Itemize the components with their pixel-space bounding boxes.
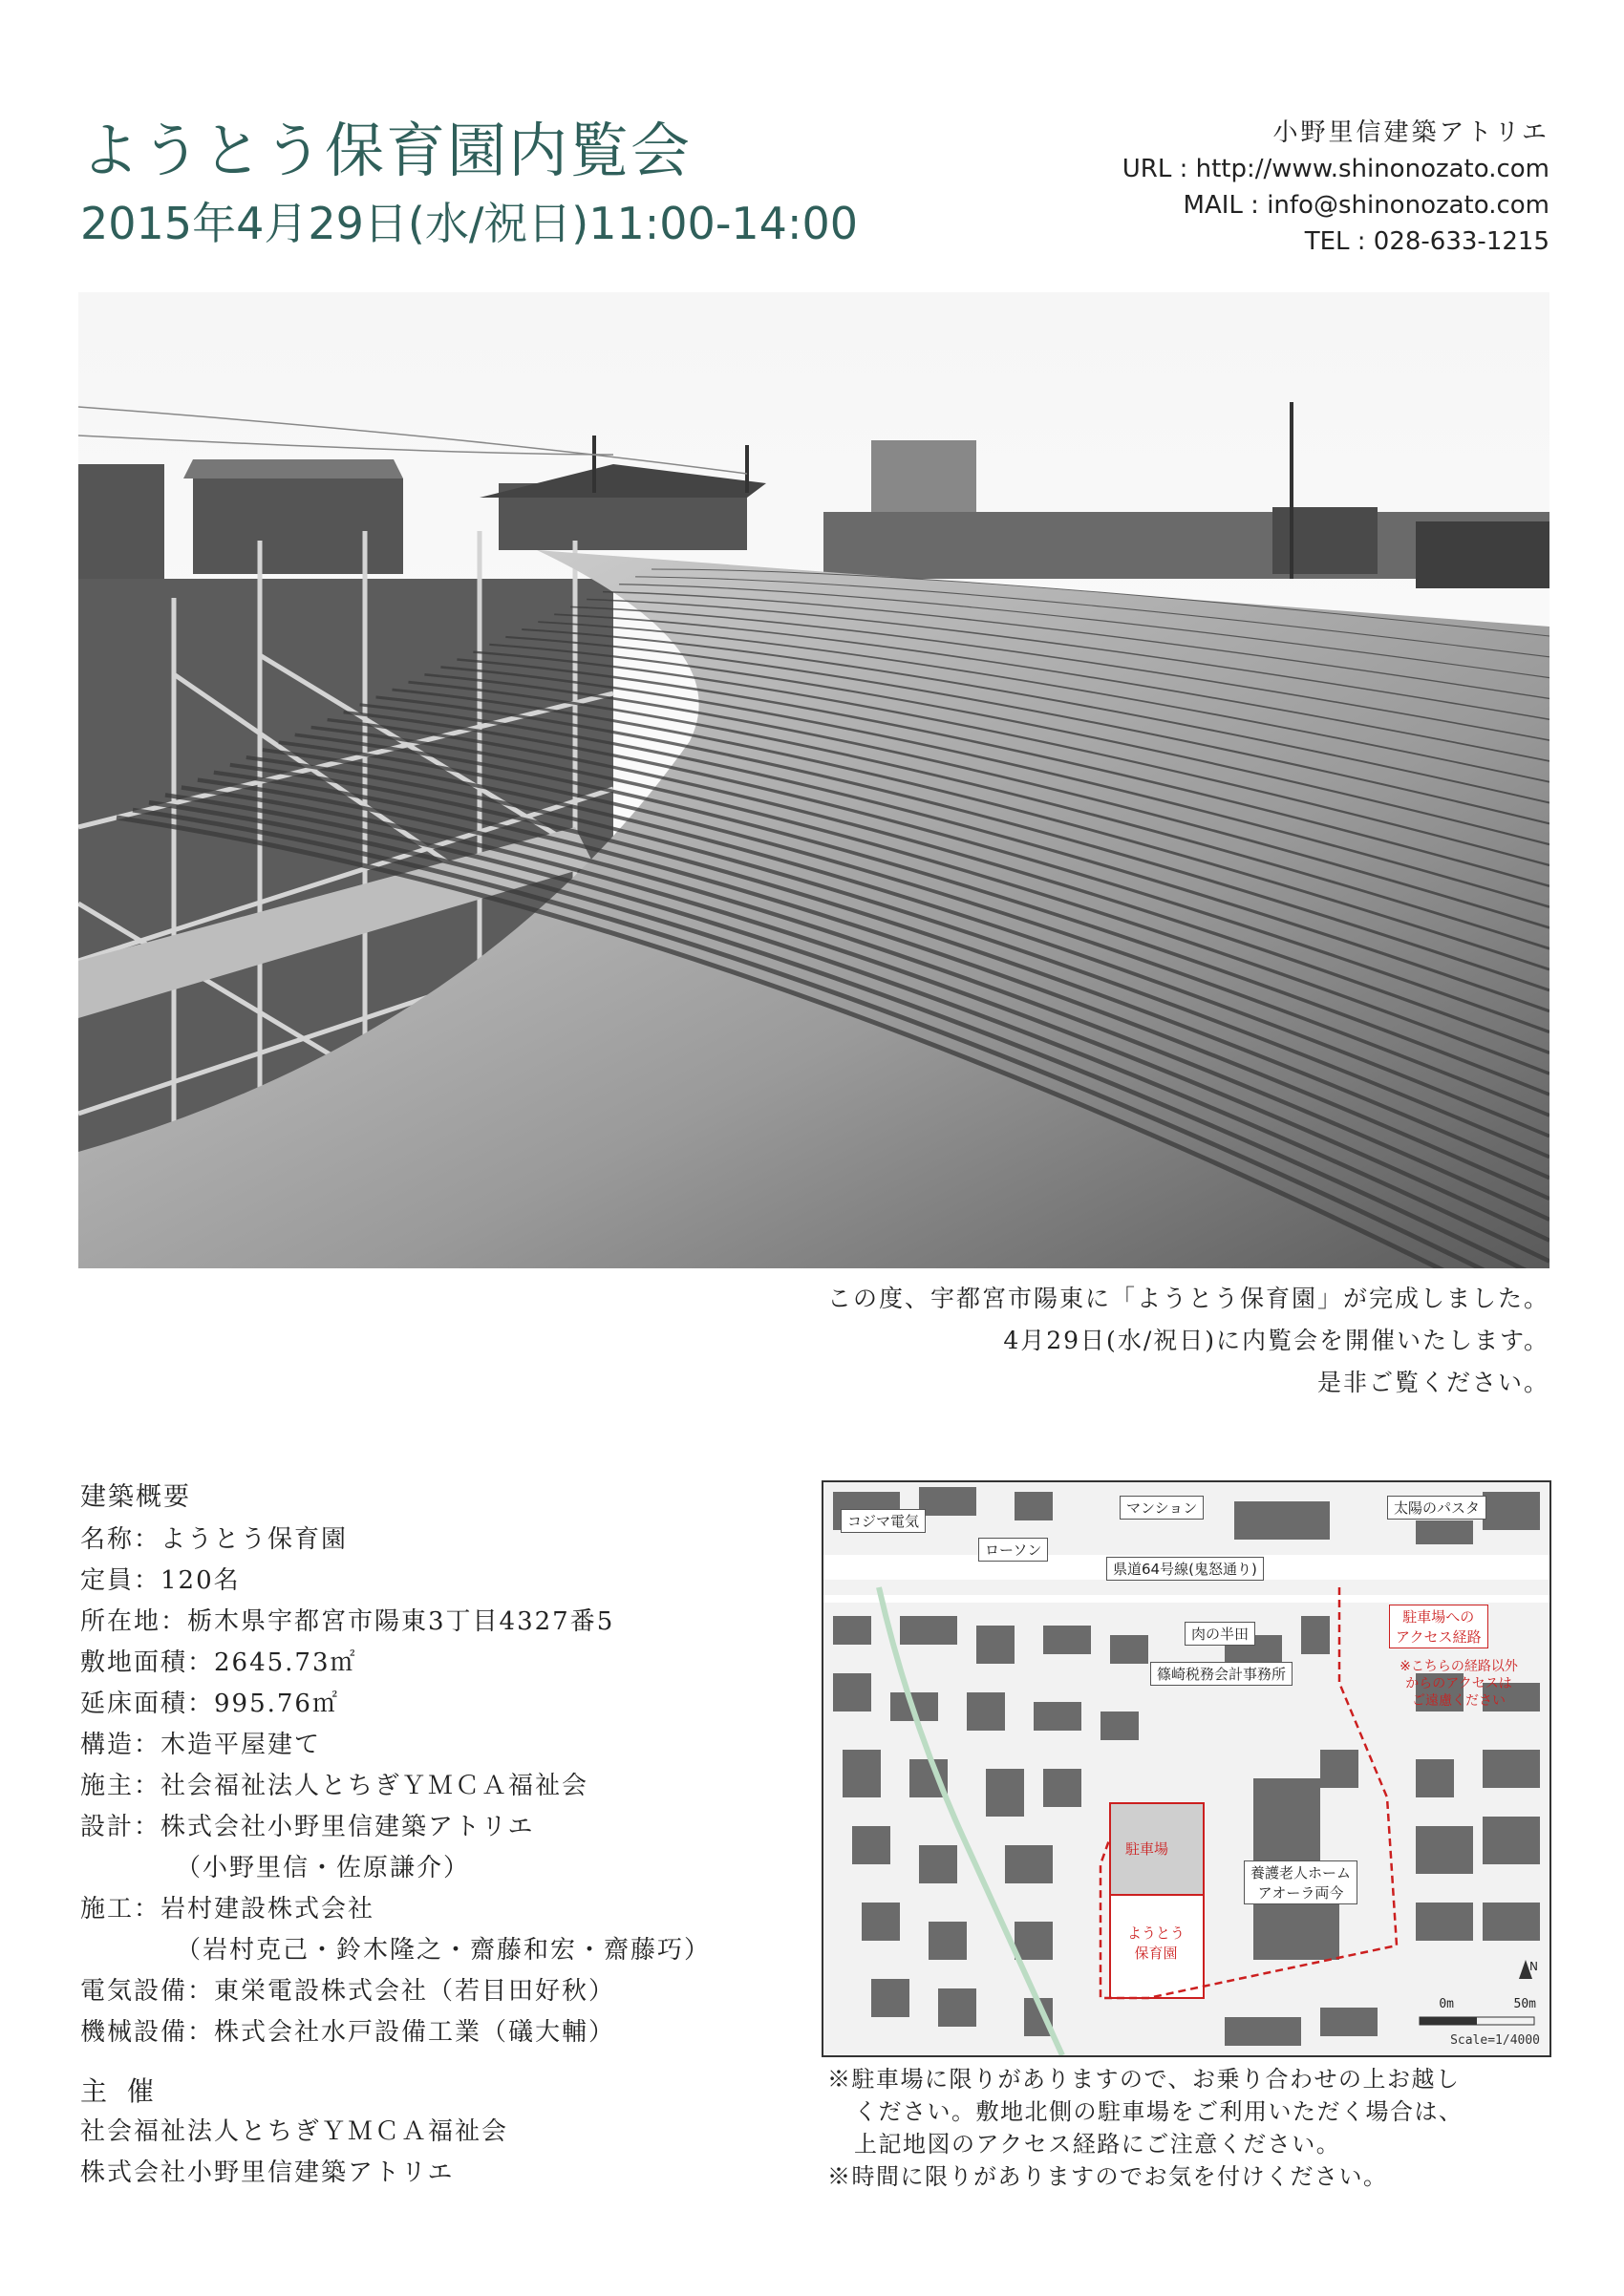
roof-photo bbox=[78, 292, 1549, 1268]
note-line: ください。敷地北側の駐車場をご利用いただく場合は、 bbox=[854, 2098, 1464, 2125]
host-line: 株式会社小野里信建築アトリエ bbox=[80, 2158, 455, 2187]
scale-zero: 0m bbox=[1439, 1997, 1454, 2011]
note-line: ※時間に限りがありますのでお気を付けください。 bbox=[827, 2163, 1388, 2190]
scale-fifty: 50m bbox=[1513, 1997, 1536, 2011]
summary-name: 名称：ようとう保育園 bbox=[80, 1525, 349, 1554]
map-scale: Scale=1/4000 bbox=[1450, 2033, 1540, 2048]
summary-capacity: 定員：120名 bbox=[80, 1566, 241, 1595]
map-label-niku: 肉の半田 bbox=[1185, 1622, 1255, 1646]
note-line: 上記地図のアクセス経路にご注意ください。 bbox=[854, 2131, 1341, 2158]
event-title: ようとう保育園内覧会 bbox=[80, 116, 693, 185]
office-name: 小野里信建築アトリエ bbox=[1272, 118, 1549, 147]
contact-tel: TEL : 028-633-1215 bbox=[1304, 227, 1549, 256]
summary-construction: 施工：岩村建設株式会社 bbox=[80, 1895, 375, 1924]
map-label-mansion: マンション bbox=[1120, 1496, 1204, 1520]
map-label-kojima: コジマ電気 bbox=[841, 1509, 926, 1533]
host-heading: 主 催 bbox=[80, 2075, 160, 2107]
contact-url[interactable]: URL : http://www.shinonozato.com bbox=[1122, 155, 1549, 183]
contact-mail[interactable]: MAIL : info@shinonozato.com bbox=[1183, 191, 1549, 220]
event-date: 2015年4月29日(水/祝日)11:00-14:00 bbox=[80, 198, 858, 249]
building-summary bbox=[80, 1477, 787, 2194]
intro-line: 4月29日(水/祝日)に内覧会を開催いたします。 bbox=[1003, 1327, 1549, 1354]
map-label-nursery: ようとう 保育園 bbox=[1127, 1924, 1186, 1962]
intro-text bbox=[594, 1278, 1549, 1404]
map-label-parking: 駐車場 bbox=[1125, 1840, 1169, 1858]
note-line: ※駐車場に限りがありますので、お乗り合わせの上お越し bbox=[827, 2066, 1461, 2093]
summary-heading: 建築概要 bbox=[80, 1482, 191, 1512]
summary-electrical: 電気設備：東栄電設株式会社（若目田好秋） bbox=[80, 1977, 616, 2006]
intro-line: この度、宇都宮市陽東に「ようとう保育園」が完成しました。 bbox=[826, 1285, 1549, 1312]
access-map bbox=[822, 1480, 1551, 2057]
map-label-home: 養護老人ホーム アオーラ両今 bbox=[1244, 1860, 1357, 1904]
summary-mechanical: 機械設備：株式会社水戸設備工業（礒大輔） bbox=[80, 2018, 616, 2047]
map-access-note: ※こちらの経路以外 からのアクセスは ご遠慮ください bbox=[1400, 1659, 1518, 1709]
summary-design-staff: （小野里信・佐原謙介） bbox=[176, 1854, 471, 1882]
summary-design: 設計：株式会社小野里信建築アトリエ bbox=[80, 1813, 535, 1841]
map-label-access: 駐車場への アクセス経路 bbox=[1389, 1605, 1488, 1648]
notes bbox=[827, 2063, 1553, 2193]
map-label-lawson: ローソン bbox=[978, 1538, 1048, 1562]
north-arrow: N bbox=[1529, 1960, 1538, 1973]
summary-floor-area: 延床面積：995.76㎡ bbox=[80, 1690, 339, 1718]
summary-site-area: 敷地面積：2645.73㎡ bbox=[80, 1648, 357, 1677]
contact-block bbox=[1015, 115, 1549, 260]
map-label-route: 県道64号線(鬼怒通り) bbox=[1106, 1557, 1264, 1581]
summary-structure: 構造：木造平屋建て bbox=[80, 1731, 322, 1759]
map-label-pasta: 太陽のパスタ bbox=[1387, 1496, 1486, 1520]
summary-address: 所在地：栃木県宇都宮市陽東3丁目4327番5 bbox=[80, 1607, 615, 1636]
map-label-tax: 篠崎税務会計事務所 bbox=[1150, 1662, 1293, 1686]
host-line: 社会福祉法人とちぎＹＭＣＡ福祉会 bbox=[80, 2117, 509, 2146]
intro-line: 是非ご覧ください。 bbox=[1316, 1369, 1549, 1396]
summary-construction-staff: （岩村克己・鈴木隆之・齋藤和宏・齋藤巧） bbox=[176, 1936, 712, 1965]
summary-owner: 施主：社会福祉法人とちぎＹＭＣＡ福祉会 bbox=[80, 1772, 589, 1800]
